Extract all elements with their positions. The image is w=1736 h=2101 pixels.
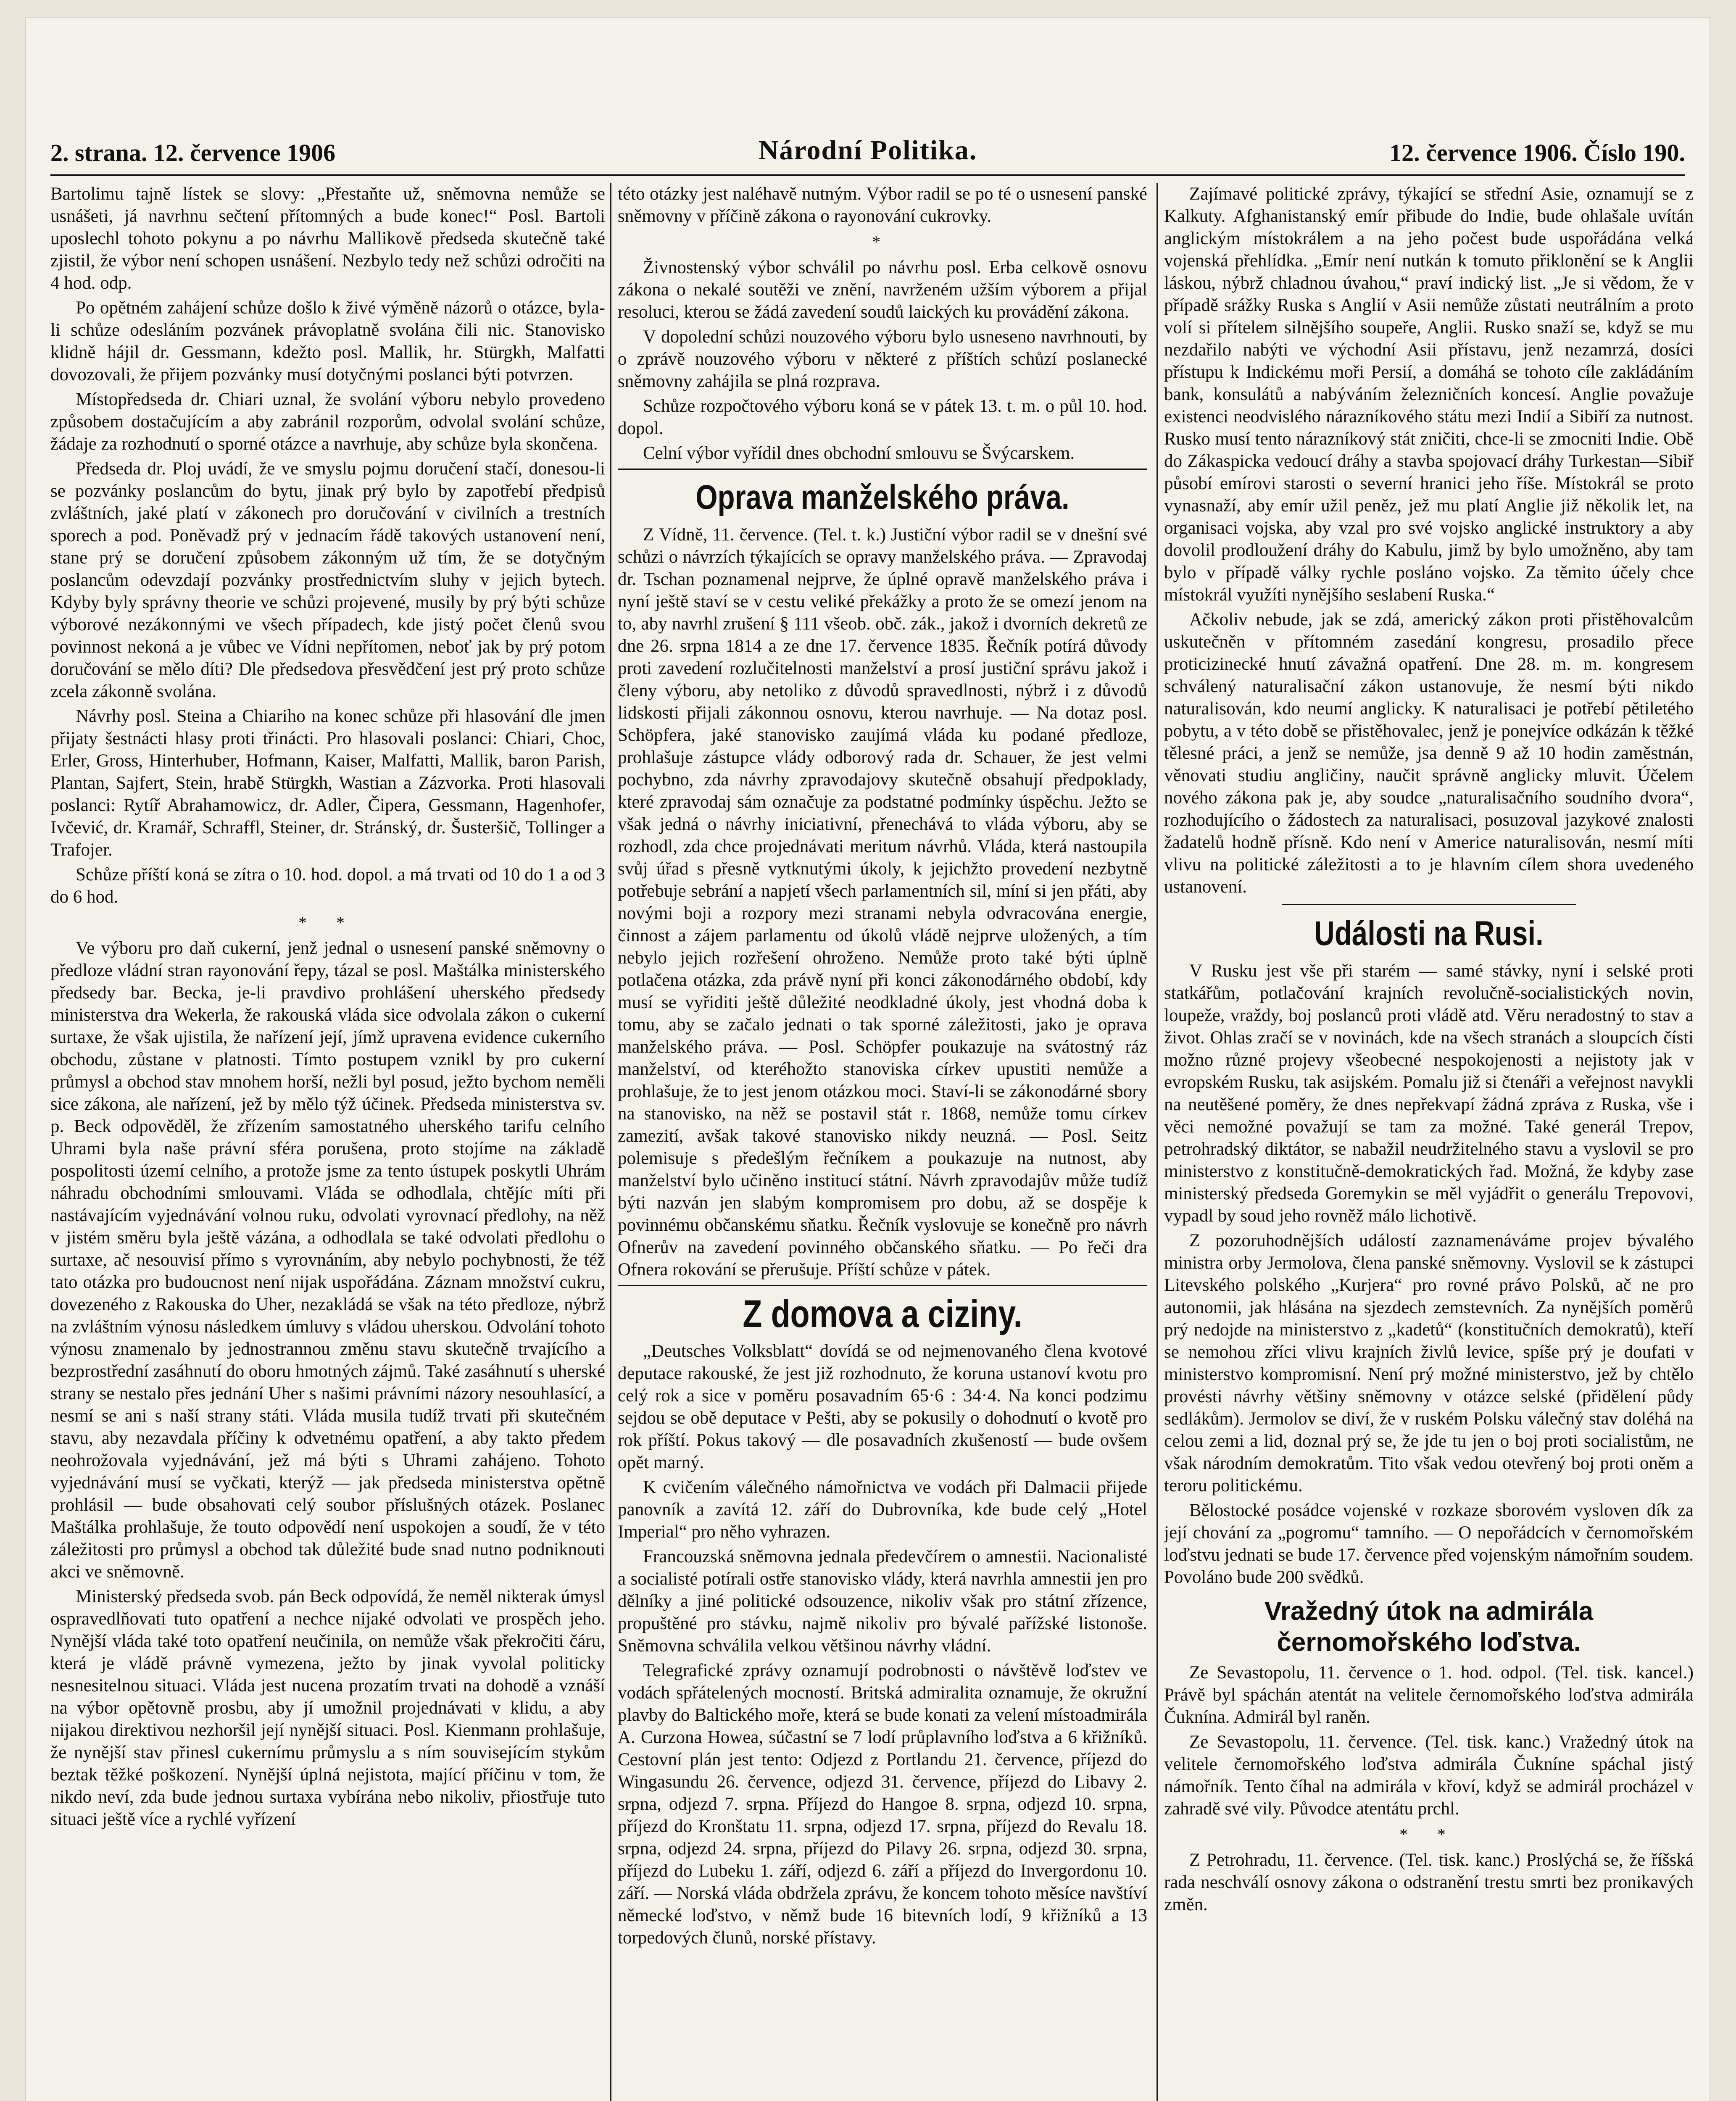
article-paragraph: Z Vídně, 11. července. (Tel. t. k.) Justiční výbor radil se v dnešní své schůzi o návrzích týkajících se opravy manželského práva. — Zpravodaj dr. Tschan poznamenal nejprve, že úplné opravě manželského práva i nyní ještě staví se v cestu veliké překážky a proto že se omezí jenom na to, aby navrhl zrušení § 111 všeob. obč. zák., jakož i dvorních dekretů ze dne 26. srpna 1814 a ze dne 17. července 1835. Řečník potírá důvody proti zavedení rozlučitelnosti manželství a prosí justiční správu jakož i členy výboru, aby netoliko z důvodů spravedlnosti, nýbrž i z důvodů lidskosti přijali zákonnou osnovu, kterou navrhuje. — Na dotaz posl. Schöpfera, jaké stanovisko zaujímá vláda ku podané předloze, prohlašuje zástupce vlády odborový rada dr. Schauer, že jest velmi pochybno, zda návrhy zpravodajovy skutečně obsahují předpoklady, které zpravodaj sám označuje za podstatné podmínky úspěchu. Ježto se však jedná o návrhy iniciativní, přenechává to vláda výboru, aby se rozhodl, zda chce projednávati meritum návrhů. Vláda, která nastoupila svůj úřad s přesně vytknutými úkoly, k jejichžto provedení nezbytně potřebuje sebrání a napjetí všech parlamentních sil, míní si jen přáti, aby novými boji a rozpory mezi stranami nebyla odvracována energie, činnost a zájem parlamentu od úkolů vládě nejprve uložených, a tím nebylo jejich rozřešení ohroženo. Nemůže proto také býti úplně potlačena otázka, zda právě nyní při konci zákonodárného období, kdy musí se vyřiditi ještě důležité neodkladné úkoly, jest vhodná doba k tomu, aby se začalo jednati o tak sporné záležitosti, jako je oprava manželského práva. — Posl. Schöpfer poukazuje na svátostný ráz manželství, od kteréhožto stanoviska církev upustiti nemůže a prohlašuje, že to jest jenom otázkou moci. Staví-li se zákonodárné sbory na stanovisko, na něž se postavil stát r. 1868, nemůže tomu církev zamezití, avšak takové stanovisko nikdy neuzná. — Posl. Seitz polemisuje s předešlým řečníkem a poukazuje na nutnost, aby manželství bylo učiněno institucí státní. Návrh zpravodajův může tudíž býti nazván jen slabým kompromisem pro dobu, až se dospěje k povinnému občanskému sňatku. Řečník vyslovuje se konečně pro návrh Ofnerův na zavedení povinného občanského sňatku. — Po řeči dra Ofnera rokování se přerušuje. Příští schůze v pátek. (618, 525, 1147, 1280)
article-paragraph: Zajímavé politické zprávy, týkající se střední Asie, oznamují se z Kalkuty. Afghanistanský emír přibude do Indie, bude ohlašale uvítán anglickým místokrálem a na jeho počest bude uspořádána velká vojenská přehlídka. „Emír není nutkán k tomuto přiklonění se k Anglii láskou, nýbrž chladnou úvahou,“ praví indický list. „Je si vědom, že v případě srážky Ruska s Anglií v Asii nemůže zůstati neutrálním a proto volí si přítelem silnějšího soupeře, Anglii. Rusko snaží se, když se mu nezdařilo nabýti ve východní Asii přístavu, jenž nezamrzá, dosíci přístupu k Indickému moři Persií, a domáhá se tohoto cíle zakládáním bank, konsulátů a nabýváním železničních koncesí. Anglie považuje existenci neodvislého nárazníkového státu mezi Indií a Sibiří za nutnost. Rusko musí tento nárazníkový stát zničiti, chce-li se zmocniti Indie. Obě do Zákaspicka vedoucí dráhy a stavba spojovací dráhy Turkestan—Sibiř působí emírovi starosti o severní hranici jeho říše. Místokrál se proto vynasnaží, aby emír užil peněz, jež mu platí Anglie již několik let, na organisaci vojska, aby vzal pro své vojsko anglické instruktory a aby dovolil prodloužení dráhy do Kabulu, jimž by bylo umožněno, aby tam bylo v případě války rychle posláno vojsko. Za těmito účely chce místokrál využíti nynějšího seslabení Ruska.“ (1164, 184, 1694, 605)
column-1 (50, 183, 605, 2101)
headline-rule (618, 1285, 1147, 1286)
issue-date-number: 12. července 1906. Číslo 190. (1389, 139, 1685, 166)
headline-vrazedny-utok: Vražedný útok na admirála černomořského loďstva. (1264, 1597, 1594, 1657)
article-paragraph: Předseda dr. Ploj uvádí, že ve smyslu pojmu doručení stačí, donesou-li se pozvánky poslancům do bytu, jinak prý bylo by zapotřebí předpisů zvláštních, jaké platí v zákonech pro doručování v civilních a trestních sporech a pod. Poněvadž prý v jednacím řádě takových ustanovení není, stane prý se doručení způsobem zákonným už tím, že se dotyčným poslancům odevzdají pozvánky prostřednictvím sluhy v jejich bytech. Kdyby byly správny theorie ve schůzi projevené, musily by prý býti schůze výborové nezákonnými ve všech případech, kde jistý počet členů svou povinnost nekoná a je vůbec ve Vídni nepřítomen, neboť jak by prý potom doručování se mělo díti? Dle předsedova přesvědčení jest prý proto schůze zcela zákonně svolána. (50, 459, 605, 701)
headline-udalosti-na-rusi: Události na Rusi. (1314, 914, 1544, 953)
page-number-date: 2. strana. 12. července 1906 (50, 139, 336, 166)
section-separator: * * (1399, 1825, 1458, 1844)
article-paragraph: Schůze příští koná se zítra o 10. hod. dopol. a má trvati od 10 do 1 a od 3 do 6 hod. (50, 865, 605, 907)
article-paragraph: Ve výboru pro daň cukerní, jenž jednal o usnesení panské sněmovny o předloze vládní stran rayonování řepy, tázal se posl. Maštálka ministerského předsedy bar. Becka, je-li pravdivo prohlášení uherského předsedy ministerstva dra Wekerla, že rakouská vláda sice odvolala zákon o cukerní surtaxe, že však ujistila, že nařízení její, jímž upravena evidence cukerního obchodu, zůstane v platnosti. Tímto postupem vznikl by pro cukerní průmysl a obchod stav mnohem horší, nežli byl posud, ježto bychom neměli sice zákona, ale nařízení, jež by mělo týž účinek. Předseda ministerstva sv. p. Beck odpověděl, že zřízením samostatného uherského tarifu celního Uhrami byla naše právní sféra porušena, proto stojíme na základě pospolitosti území celního, a protože jsme za tento ústupek poskytli Uhrám náhradu obchodními smlouvami. Vláda se odhodlala, chtějíc míti při nastávajícím vyjednávání volnou ruku, odvolati vyrovnací předlohy, na něž v jistém směru byla ještě vázána, a odhodlala se také odvolati předlohu o surtaxe, ač nesouvisí přímo s vyrovnáním, aby nebylo pochybnosti, že též tato otázka pro budoucnost není nijak uspořádána. Záznam množství cukru, dovezeného z Rakouska do Uher, nezakládá se však na této předloze, nýbrž na zvláštním výnosu následkem úmluvy s vládou uherskou. Odvolání tohoto výnosu znamenalo by jednostrannou změnu stavu skutečně trvajícího a bezprostřední zasáhnutí do oboru hmotných zájmů. Také zasáhnutí s uherské strany se nestalo přes jednání Uher s našimi právními názory nesouhlasící, a nesmí se ani s naší strany státi. Vláda musila tudíž trvati při skutečném stavu, aby nezavdala příčiny k odvetnému opatření, a aby takto předem neohrožovala vyjednávání, jež má býti s Uhrami zahájeno. Tohoto vyjednávání musí se vyčkati, kterýž — jak předseda ministerstva opětně prohlásil — bude obsahovati celý soubor příslušných otázek. Poslanec Maštálka prohlašuje, že touto odpovědí není uspokojen a soudí, že v této záležitosti pro průmysl a obchod tak důležité bude snad nutno podniknouti akci ve sněmovně. (50, 938, 605, 1582)
newspaper-page (25, 17, 1710, 2101)
article-paragraph: Ačkoliv nebude, jak se zdá, americký zákon proti přistěhovalcům uskutečněn v přítomném zasedání kongresu, prosadilo přece proticizinecké hnutí závažná opatření. Dne 28. m. m. kongresem schválený naturalisační zákon ustanovuje, že nesmí býti nikdo naturalisován, kdo neumí anglicky. K naturalisaci je potřebí pětiletého pobytu, a v této době se přistěhovalec, jenž je ponejvíce odkázán k těžké tělesné práci, a jenž se nemůže, jsa denně 9 až 10 hodin zaměstnán, věnovati studiu angličiny, naučit správně anglicky mluvit. Účelem nového zákona pak je, aby soudce „naturalisačního soudního dvora“, rozhodujícího o žádostech za naturalisaci, posuzoval jazykové znalosti žadatelů hodně přísně. Kdo není v Americe naturalisován, nesmí míti vlivu na politické záležitosti a to je hlavním cílem shora uvedeného ustanovení. (1164, 610, 1694, 897)
headline-rule (618, 469, 1147, 470)
headline-oprava-manzelskeho-prava: Oprava manželského práva. (695, 478, 1070, 516)
article-paragraph: Z Petrohradu, 11. července. (Tel. tisk. kanc.) Proslýchá se, že říšská rada neschválí osnovy zákona o odstranění trestu smrti bez pronikavých změn. (1164, 1850, 1694, 1914)
article-paragraph: Francouzská sněmovna jednala předevčírem o amnestii. Nacionalisté a socialisté potírali ostře stanovisko vlády, která navrhla amnestii jen pro dělníky a jiné politické odsouzence, nikoliv však pro státní zřízence, propuštěné pro stávku, najmě nikoliv pro bývalé pařížské listonoše. Sněmovna schválila velkou většinou návrhy vládní. (618, 1547, 1147, 1656)
newspaper-title: Národní Politika. (758, 135, 977, 166)
article-paragraph: Návrhy posl. Steina a Chiariho na konec schůze při hlasování dle jmen přijaty šestnácti hlasy proti třinácti. Pro hlasovali poslanci: Chiari, Choc, Erler, Gross, Hinterhuber, Hofmann, Kaiser, Malfatti, Mallik, baron Parish, Plantan, Sajfert, Stein, hrabě Stürgkh, Wastian a Zázvorka. Proti hlasovali poslanci: Rytíř Abrahamowicz, dr. Adler, Čipera, Gessmann, Hagenhofer, Ivčević, dr. Kramář, Schraffl, Steiner, dr. Stránský, dr. Šusteršič, Tollinger a Trafojer. (50, 706, 605, 860)
article-paragraph: Ze Sevastopolu, 11. července o 1. hod. odpol. (Tel. tisk. kancel.) Právě byl spáchán atentát na velitele černomořského loďstva admirála Čuknína. Admirál byl raněn. (1164, 1663, 1694, 1727)
article-paragraph: Z pozoruhodnějších událostí zaznamenáváme projev bývalého ministra orby Jermolova, člena panské sněmovny. Vyslovil se k zástupci Litevského polského „Kurjera“ pro rovné právo Polsků, ač ne pro autonomii, jak hlásána na sjezdech zemstevních. Za nynějších poměrů prý nedojde na ministerstvo z „kadetů“ (konstitučních demokratů), kteří se nemohou zříci vlivu krajních živlů levice, spíše prý je doufati v ministerstvo kompromisní. Není prý možné ministerstvo, jež by chtělo provésti návrhy většiny sněmovny v otázce selské (přidělení půdy sedlákům). Jermolov se diví, že v ruském Polsku válečný stav doléhá na celou zemi a lid, doznal prý se, že jde tu jen o boj proti socialistům, ne však národním demokratům. Tito však vedou otevřený boj proti oněm a teroru politickému. (1164, 1231, 1694, 1495)
section-separator: * * (298, 913, 357, 932)
article-paragraph: Po opětném zahájení schůze došlo k živé výměně názorů o otázce, byla-li schůze odesláním pozvánek právoplatně svolána čili nic. Stanovisko klidně hájil dr. Gessmann, kdežto posl. Mallik, hr. Stürgkh, Malfatti dovozovali, že přijem pozvánky musí dotyčnými poslanci býti potvrzen. (50, 298, 605, 384)
article-paragraph: Telegrafické zprávy oznamují podrobnosti o návštěvě loďstev ve vodách spřátelených mocností. Britská admiralita oznamuje, že okružní plavby do Baltického moře, která se bude konati za velení místoadmirála A. Curzona Howea, súčastní se 7 lodí průplavního loďstva a 6 křižníků. Cestovní plán jest tento: Odjezd z Portlandu 21. července, příjezd do Wingasundu 26. července, odjezd 31. července, příjezd do Libavy 2. srpna, odjezd 7. srpna. Příjezd do Hangoe 8. srpna, odjezd 10. srpna, příjezd do Kronštatu 11. srpna, odjezd 17. srpna, příjezd do Revalu 18. srpna, odjezd 24. srpna, příjezd do Pilavy 26. srpna, odjezd 30. srpna, příjezd do Lubeku 1. září, odjezd 6. září a příjezd do Invergordonu 10. září. — Norská vláda obdržela zprávu, že koncem tohoto měsíce navštíví německé loďstvo, v němž bude 16 bitevních lodí, 9 křižníků a 13 torpedových člunů, norské přístavy. (618, 1661, 1147, 1948)
article-paragraph: této otázky jest naléhavě nutným. Výbor radil se po té o usnesení panské sněmovny v příčině zákona o rayonování cukrovky. (618, 184, 1147, 226)
masthead (50, 130, 1685, 168)
article-paragraph: Ministerský předseda svob. pán Beck odpovídá, že neměl nikterak úmysl ospravedlňovati tuto opatření a nechce nijaké odvolati ve prospěch jeho. Nynější vláda také toto opatření neučinila, on nemůže však překročiti čáru, která je vládě právně vymezena, ježto by jinak vyvolal politicky nesnesitelnou situaci. Vláda jest nucena prozatím trvati na dohodě a vznáší na výbor opětovně prosbu, aby jí umožnil projednávati v klidu, a aby nijakou direktivou nezhoršil její nynější situaci. Posl. Kienmann prohlašuje, že nynější stav přinesl cukernímu průmyslu a s ním souvisejícím stykům beztak těžké poškození. Nynější úplná nejistota, mající příčinu v tom, že nikdo neví, zda bude jednou surtaxa vybírána nebo nikoliv, přiostřuje tuto situaci ještě více a rychlé vyřízení (50, 1587, 605, 1829)
column-divider (1156, 183, 1158, 2101)
article-paragraph: Ze Sevastopolu, 11. července. (Tel. tisk. kanc.) Vražedný útok na velitele černomořského loďstva admirála Čukníne spáchal jistý námořník. Tento číhal na admirála v křoví, když se admirál procházel v zahradě své vily. Původce atentátu prchl. (1164, 1732, 1694, 1819)
article-paragraph: Bělostocké posádce vojenské v rozkaze sborovém vysloven dík za její chování za „pogromu“ tamního. — O nepořádcích v černomořském loďstvu jednati se bude 17. července před vojenským námořním soudem. Povoláno bude 200 svědků. (1164, 1501, 1694, 1587)
section-rule (1282, 904, 1576, 905)
headline-z-domova-a-ciziny: Z domova a ciziny. (743, 1293, 1022, 1335)
article-paragraph: Celní výbor vyřídil dnes obchodní smlouvu se Švýcarskem. (643, 443, 1075, 463)
article-paragraph: V Rusku jest vše při starém — samé stávky, nyní i selské proti statkářům, potlačování krajních revolučně-socialistických novin, loupeže, vraždy, boj poslanců proti vládě atd. Věru neradostný to stav a život. Ohlas zračí se v novinách, kde na všech stranách a sloupcích čísti možno různé projevy všeobecné nespokojenosti a nejistoty jak v evropském Rusku, tak asijském. Pomalu již si čtenáři a veřejnost navykli na neutěšené poměry, že dnes nepřekvapí žádná zpráva z Ruska, vše i věci nemožné považují se tam za možné. Také generál Trepov, petrohradský diktátor, se nabažil neudržitelného stavu a vyslovil se pro ministerstvo z konstitučně-demokratických řad. Možná, že kdyby zase ministerský předseda Goremykin se měl vyjádřit o generálu Trepovovi, vypadl by soud jeho rovněž málo lichotivě. (1164, 961, 1694, 1226)
article-paragraph: Schůze rozpočtového výboru koná se v pátek 13. t. m. o půl 10. hod. dopol. (618, 396, 1147, 438)
column-3 (1164, 183, 1694, 2101)
article-paragraph: Živnostenský výbor schválil po návrhu posl. Erba celkově osnovu zákona o nekalé soutěži ve znění, navrženém užším výborem a přijal resoluci, kterou se žádá zavedení soudů laických ku provádění zákona. (618, 258, 1147, 322)
article-paragraph: K cvičením válečného námořnictva ve vodách při Dalmacii přijede panovník a zavítá 12. září do Dubrovníka, kde bude celý „Hotel Imperial“ pro něho vyhrazen. (618, 1477, 1147, 1542)
header-rule (50, 174, 1685, 176)
article-paragraph: Místopředseda dr. Chiari uznal, že svolání výboru nebylo provedeno způsobem dostačujícím a aby zabránil rozporům, odvolal svolání schůze, žádaje za rozhodnutí o sporné otázce a navrhuje, aby schůze byla skončena. (50, 390, 605, 454)
article-paragraph: V dopolední schůzi nouzového výboru bylo usneseno navrhnouti, by o zprávě nouzového výboru v některé z příštích schůzí poslanecké sněmovny zahájila se plná rozprava. (618, 327, 1147, 391)
article-paragraph: „Deutsches Volksblatt“ dovídá se od nejmenovaného člena kvotové deputace rakouské, že jest již rozhodnuto, že koruna ustanoví kvotu pro celý rok a sice v poměru posavadním 65·6 : 34·4. Na konci podzimu sejdou se obě deputace v Pešti, aby se pokusily o dohodnutí o kvotě pro rok příští. Pokus takový — dle posavadních zkušeností — bude ovšem opět marný. (618, 1341, 1147, 1472)
article-paragraph: Bartolimu tajně lístek se slovy: „Přestaňte už, sněmovna nemůže se usnášeti, já navrhnu sečtení přítomných a bude konec!“ Posl. Bartoli uposlechl tohoto pokynu a po návrhu Mallikově předseda skutečně také zjistil, že výbor není schopen usnášení. Nezbylo tedy než schůzi odročiti na 4 hod. odp. (50, 184, 605, 293)
column-divider (610, 183, 611, 2101)
section-separator: * (872, 232, 893, 251)
column-2 (618, 183, 1147, 2101)
